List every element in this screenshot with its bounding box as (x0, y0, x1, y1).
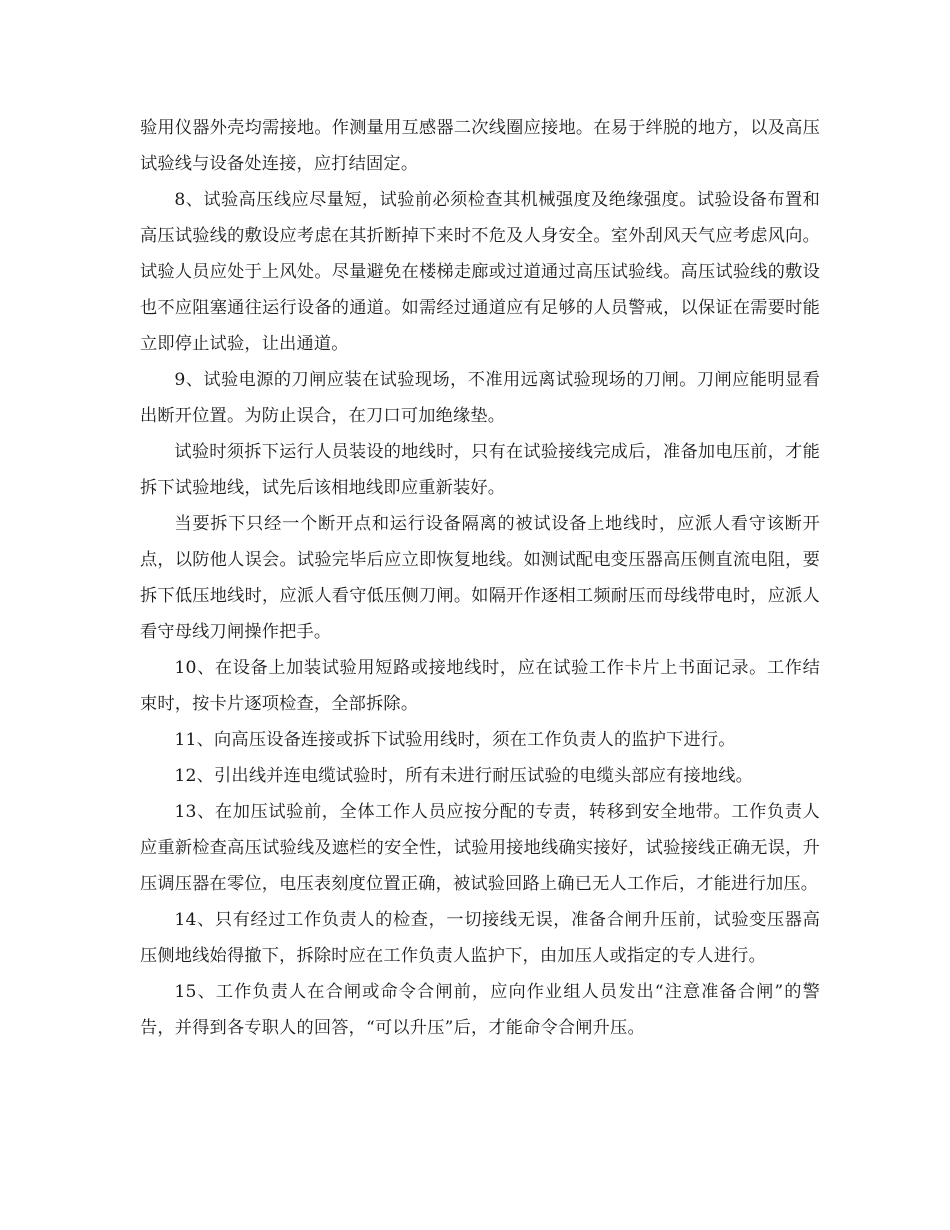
paragraph-ground-removal: 试验时须拆下运行人员装设的地线时，只有在试验接线完成后，准备加电压前，才能拆下试验地线，试先后该相地线即应重新装好。 (140, 442, 820, 498)
paragraph-item-11: 11、向高压设备连接或拆下试验用线时，须在工作负责人的监护下进行。 (174, 730, 736, 750)
paragraph-item-15: 15、工作负责人在合闸或命令合闸前，应向作业组人员发出“注意准备合闸”的警告，并得到各专职人的回答，“可以升压”后，才能命令合闸升压。 (140, 982, 820, 1038)
paragraph-isolation-guard: 当要拆下只经一个断开点和运行设备隔离的被试设备上地线时，应派人看守该断开点，以防他人误会。试验完毕后应立即恢复地线。如测试配电变压器高压侧直流电阻，要拆下低压地线时，应派人看守低压侧刀闸。如隔开作逐相工频耐压而母线带电时，应派人看守母线刀闸操作把手。 (140, 514, 820, 642)
document-body (140, 110, 820, 1046)
paragraph-item-9: 9、试验电源的刀闸应装在试验现场，不准用远离试验现场的刀闸。刀闸应能明显看出断开位置。为防止误合，在刀口可加绝缘垫。 (140, 370, 820, 426)
paragraph-item-14: 14、只有经过工作负责人的检查，一切接线无误，准备合闸升压前，试验变压器高压侧地线始得撤下，拆除时应在工作负责人监护下，由加压人或指定的专人进行。 (140, 910, 820, 966)
paragraph-item-10: 10、在设备上加装试验用短路或接地线时，应在试验工作卡片上书面记录。工作结束时，按卡片逐项检查，全部拆除。 (140, 658, 820, 714)
paragraph-item-12: 12、引出线并连电缆试验时，所有未进行耐压试验的电缆头部应有接地线。 (174, 766, 754, 786)
paragraph-continuation: 验用仪器外壳均需接地。作测量用互感器二次线圈应接地。在易于绊脱的地方，以及高压试验线与设备处连接，应打结固定。 (140, 118, 820, 174)
paragraph-item-8: 8、试验高压线应尽量短，试验前必须检查其机械强度及绝缘强度。试验设备布置和高压试验线的敷设应考虑在其折断掉下来时不危及人身安全。室外刮风天气应考虑风向。试验人员应处于上风处。尽量避免在楼梯走廊或过道通过高压试验线。高压试验线的敷设也不应阻塞通往运行设备的通道。如需经过通道应有足够的人员警戒，以保证在需要时能立即停止试验，让出通道。 (140, 190, 820, 354)
paragraph-item-13: 13、在加压试验前，全体工作人员应按分配的专责，转移到安全地带。工作负责人应重新检查高压试验线及遮栏的安全性，试验用接地线确实接好，试验接线正确无误，升压调压器在零位，电压表刻度位置正确，被试验回路上确已无人工作后，才能进行加压。 (140, 802, 820, 894)
